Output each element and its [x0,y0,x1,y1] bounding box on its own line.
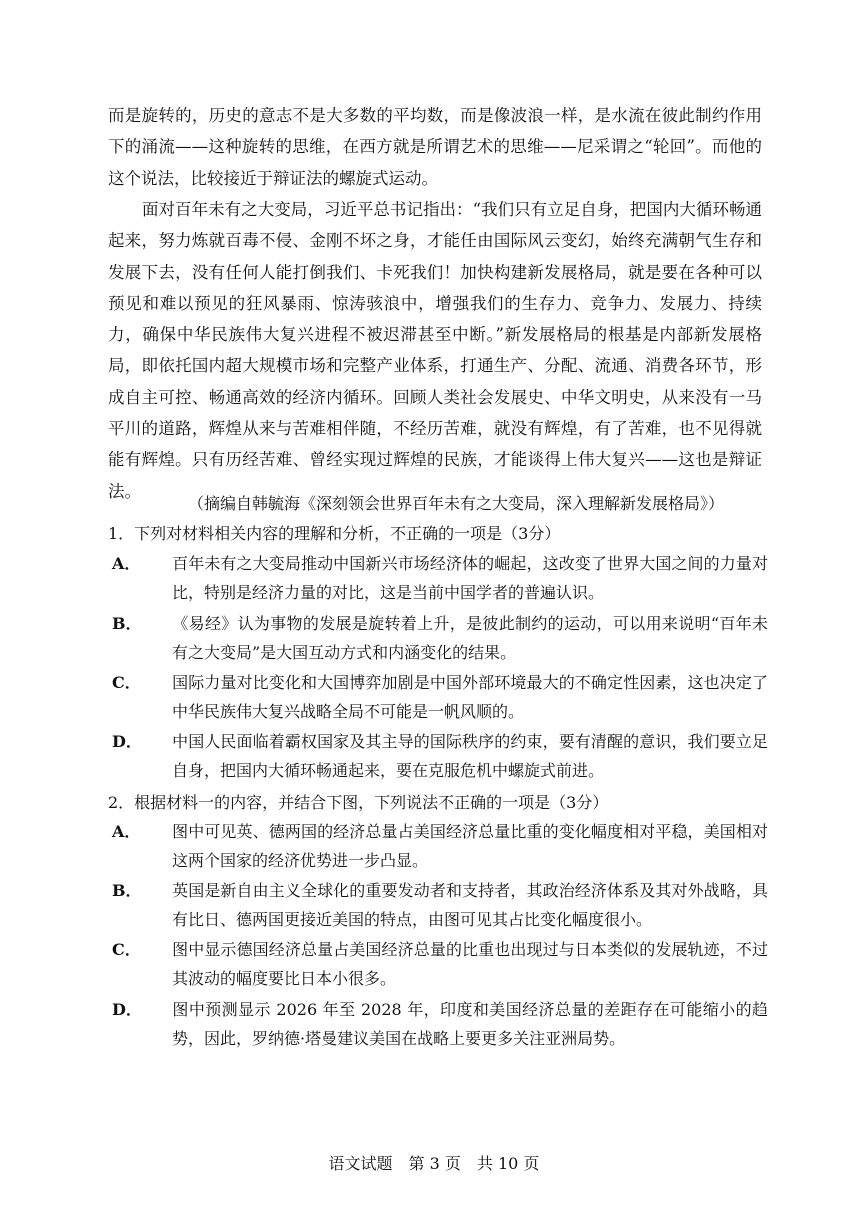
option-letter: C． [112,673,141,692]
question-1-option-c [112,669,768,726]
question-2-stem: 2．根据材料一的内容，并结合下图，下列说法不正确的一项是（3分） [108,793,609,812]
option-text: 图中显示德国经济总量占美国经济总量的比重也出现过与日本类似的发展轨迹，不过其波动的幅度要比日本小很多。 [172,940,768,988]
question-1-option-d [112,728,768,785]
option-letter: A． [112,822,141,841]
option-letter: B． [112,881,142,900]
question-2-option-c [112,936,768,993]
option-text: 图中预测显示 2026 年至 2028 年，印度和美国经济总量的差距存在可能缩小的趋势，因此，罗纳德·塔曼建议美国在战略上要更多关注亚洲局势。 [172,1000,768,1048]
page-footer: 语文试题 第 3 页 共 10 页 [328,1154,540,1173]
option-letter: A． [112,554,141,573]
passage-paragraph-1: 而是旋转的，历史的意志不是大多数的平均数，而是像波浪一样，是水流在彼此制约作用下的涌流——这种旋转的思维，在西方就是所谓艺术的思维——尼采谓之“轮回”。而他的这个说法，比较接近于辩证法的螺旋式运动。 [108,106,762,188]
option-text: 国际力量对比变化和大国博弈加剧是中国外部环境最大的不确定性因素，这也决定了中华民族伟大复兴战略全局不可能是一帆风顺的。 [172,673,768,721]
passage-paragraph-2: 面对百年未有之大变局，习近平总书记指出：“我们只有立足自身，把国内大循环畅通起来，努力炼就百毒不侵、金刚不坏之身，才能任由国际风云变幻，始终充满朝气生存和发展下去，没有任何人能打倒我们、卡死我们！加快构建新发展格局，就是要在各种可以预见和难以预见的狂风暴雨、惊涛骇浪中，增强我们的生存力、竞争力、发展力、持续力，确保中华民族伟大复兴进程不被迟滞甚至中断。”新发展格局的根基是内部新发展格局，即依托国内超大规模市场和完整产业体系，打通生产、分配、流通、消费各环节，形成自主可控、畅通高效的经济内循环。回顾人类社会发展史、中华文明史，从来没有一马平川的道路，辉煌从来与苦难相伴随，不经历苦难，就没有辉煌，有了苦难，也不见得就能有辉煌。只有历经苦难、曾经实现过辉煌的民族，才能谈得上伟大复兴——这也是辩证法。 [108,200,762,501]
question-2-option-b [112,877,768,934]
passage-source: （摘编自韩毓海《深刻领会世界百年未有之大变局，深入理解新发展格局》） [188,494,725,513]
option-text: 百年未有之大变局推动中国新兴市场经济体的崛起，这改变了世界大国之间的力量对比，特别是经济力量的对比，这是当前中国学者的普遍认识。 [172,554,768,602]
option-letter: D． [112,732,142,751]
option-text: 图中可见英、德两国的经济总量占美国经济总量比重的变化幅度相对平稳，美国相对这两个国家的经济优势进一步凸显。 [172,822,768,870]
option-text: 《易经》认为事物的发展是旋转着上升，是彼此制约的运动，可以用来说明“百年未有之大变局”是大国互动方式和内涵变化的结果。 [172,614,768,662]
option-text: 中国人民面临着霸权国家及其主导的国际秩序的约束，要有清醒的意识，我们要立足自身，把国内大循环畅通起来，要在克服危机中螺旋式前进。 [172,732,768,780]
option-letter: D． [112,1000,142,1019]
option-letter: B． [112,614,142,633]
option-text: 英国是新自由主义全球化的重要发动者和支持者，其政治经济体系及其对外战略，具有比日、德两国更接近美国的特点，由图可见其占比变化幅度很小。 [172,881,768,929]
question-2-option-a [112,818,768,875]
question-1-stem: 1．下列对材料相关内容的理解和分析，不正确的一项是（3分） [108,524,561,543]
option-letter: C． [112,940,141,959]
question-1-option-a [112,550,768,607]
question-1-option-b [112,610,768,667]
question-2-option-d [112,996,768,1053]
